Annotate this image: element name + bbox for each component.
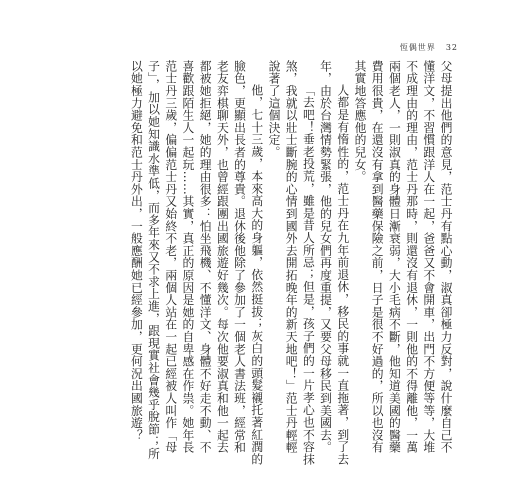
paragraph: 父母提出他們的意見，范士丹有點心動，淑真卻極力反對，說什麼自己不懂洋文，不習慣跟洋人在一起，爸爸又不會開車，出門不方便等等，大堆不成理由的理由，范士丹那時，則還沒有退休，一則他的不得離他，一萬兩個老人，一則淑真的身體日漸衰弱，大小毛病不斷，他知道美國的醫藥費用很貴，在還沒有拿到醫藥保險之前，日子是很不好過的，所以也沒有其實地答應他的兒女。 xyxy=(352,60,453,454)
running-header xyxy=(400,42,458,53)
paragraph: 「去吧！垂老投荒，雖是昔人所忌；但是，孩子們的一片孝心也不容抹煞，我就以壯士斷腕的心情到國外去開拓晚年的新天地吧！」范士丹輕輕說著了這個決定。 xyxy=(266,60,316,465)
body-text xyxy=(54,60,454,465)
paragraph: 人都是有惰性的，范士丹在九年前退休，移民的事就一直拖著，到了去年，由於台灣情勢緊張，他的兒女們再度重提，又要父母移民到美國去。 xyxy=(318,60,350,465)
paragraph: 他，七十三歲，本來高大的身軀，依然挺拔；灰白的頭髮襯托著紅潤的臉色，更顯出長者的尊貴。退休後他除了參加了一個老人書法班，經常和老友弈棋聊天外，也曾經跟團出國旅遊好幾次。每次他要淑真和他一起去都被她拒絕，她的理由很多：怕坐飛機、不懂洋文、身體不好走不動、不喜歡跟陌生人一起玩……其實，真正的原因是她的自卑感在作祟。她年長范士丹三歲，偏偏范士丹又始終不老，兩個人站在一起已經被人叫作「母子」，加以她知識水準低，而多年來又不求上進，跟現實社會幾乎脫節；所以她極力避免和范士丹外出，一般應酬她已經參加，更何況出國旅遊？ xyxy=(129,60,264,465)
page-number: 32 xyxy=(445,43,458,52)
book-title: 恆偶世界 xyxy=(399,43,436,52)
